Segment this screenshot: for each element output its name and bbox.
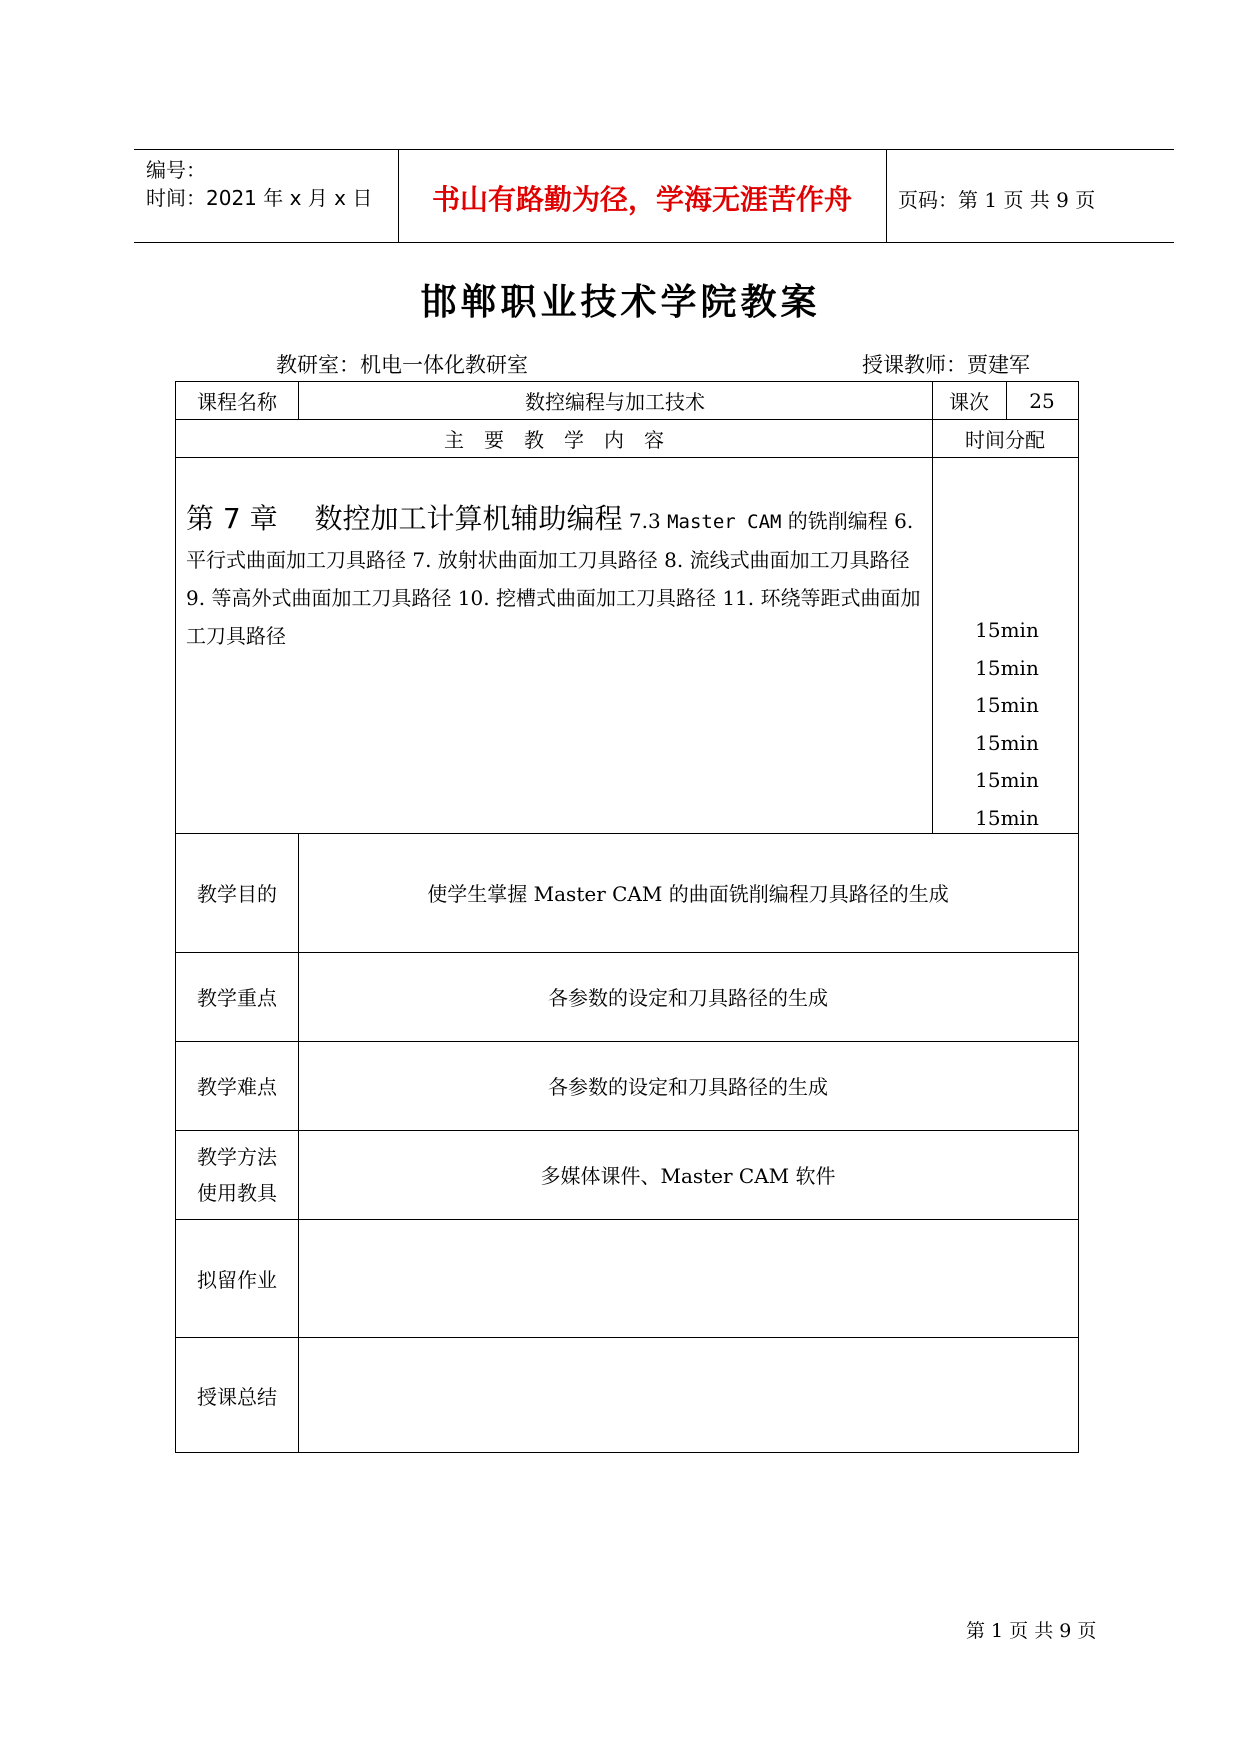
homework-label: 拟留作业 [197,1267,277,1292]
time-allocation: 15min [975,805,1039,830]
time-allocation: 15min [975,618,1039,642]
lesson-number-label: 课次 [949,390,989,414]
key-points-label: 教学重点 [197,986,277,1010]
course-name-label: 课程名称 [197,390,277,414]
course-name: 数控编程与加工技术 [525,390,705,414]
methods-value: 多媒体课件、Master CAM 软件 [540,1164,836,1188]
key-points-value: 各参数的设定和刀具路径的生成 [548,986,828,1010]
methods-label: 教学方法 使用教具 [197,1144,277,1205]
header-page-cell [886,150,1174,242]
difficulties-value: 各参数的设定和刀具路径的生成 [548,1075,828,1099]
section-prefix: 7.3 [622,509,668,533]
summary-label: 授课总结 [197,1384,277,1409]
time-allocation-label: 时间分配 [965,427,1045,452]
time-allocation: 15min [975,655,1039,680]
page-indicator: 页码：第 1 页 共 9 页 [898,188,1096,212]
header-info-cell [134,150,399,242]
motto: 书山有路勤为径，学海无涯苦作舟 [431,183,852,216]
chapter-title: 第 7 章 数控加工计算机辅助编程 [186,502,623,535]
homework-value [298,1219,1078,1337]
department: 教研室：机电一体化教研室 [276,353,528,377]
summary-value [298,1337,1078,1453]
section-software: Master CAM [667,511,782,533]
page-header [134,149,1174,243]
header-motto-cell [398,150,887,242]
lesson-plan-table [175,381,1079,1453]
objective-label: 教学目的 [197,882,277,906]
time-allocation-list [934,612,1080,837]
time-allocation: 15min [975,693,1039,717]
time-allocation: 15min [975,730,1039,755]
document-number: 编号： [146,158,206,182]
lesson-number: 25 [1029,388,1055,413]
objective-value: 使学生掌握 Master CAM 的曲面铣削编程刀具路径的生成 [427,882,949,906]
teacher: 授课教师：贾建军 [862,353,1030,377]
time-allocation: 15min [975,768,1039,792]
page-footer: 第 1 页 共 9 页 [966,1620,1097,1642]
difficulties-label: 教学难点 [197,1075,277,1099]
content-body: 平行式曲面加工刀具路径 7. 放射状曲面加工刀具路径 8. 流线式曲面加工刀具路径 9. 等高外式曲面加工刀具路径 10. 挖槽式曲面加工刀具路径 11. 环绕等距式曲面加工刀具路径 [186,548,921,648]
main-content-label: 主 要 教 学 内 容 [444,427,664,452]
section-suffix: 的铣削编程 6. [781,509,914,533]
page-title: 邯郸职业技术学院教案 [420,282,821,323]
document-date: 时间：2021 年 x 月 x 日 [146,186,373,210]
main-content-text [186,500,921,655]
